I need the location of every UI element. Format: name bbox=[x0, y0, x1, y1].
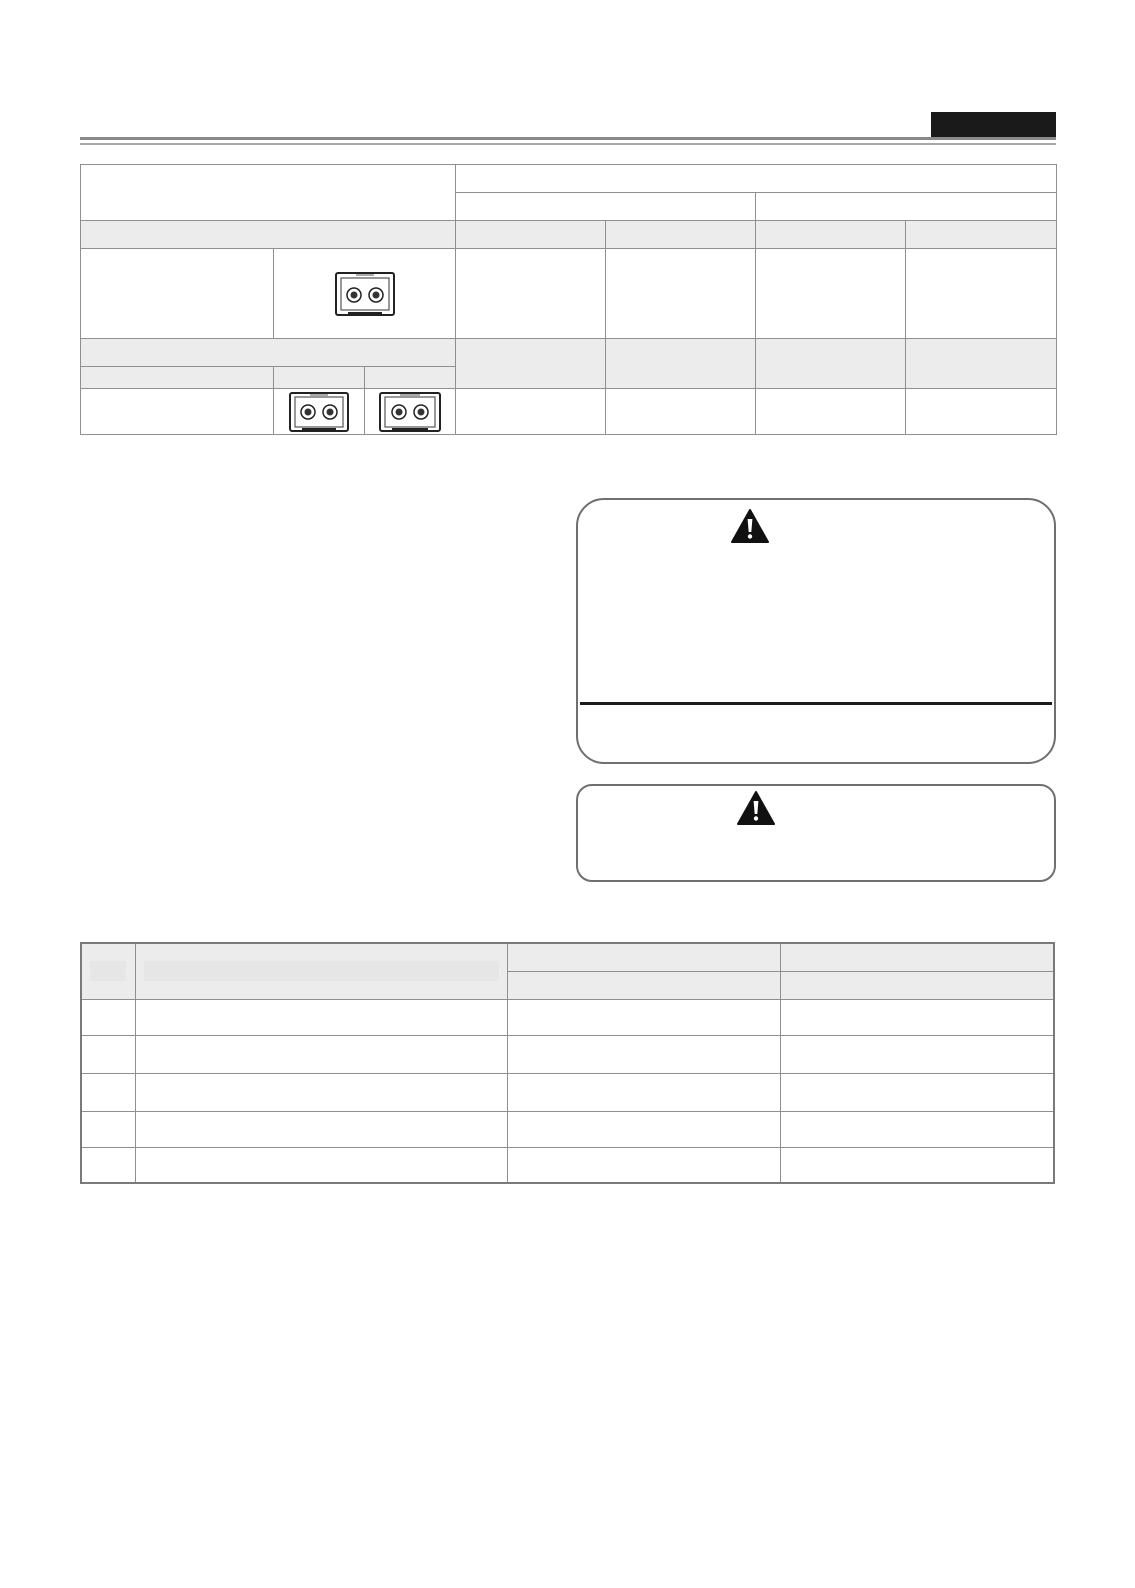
spec-top-left-header bbox=[81, 165, 456, 221]
parts-row-col-b bbox=[780, 1111, 1054, 1147]
parts-row-col-a bbox=[508, 1035, 781, 1073]
parts-row-description bbox=[135, 1073, 508, 1111]
parts-row-no bbox=[81, 1073, 135, 1111]
dual-socket-connector-icon bbox=[288, 391, 350, 433]
caution-box bbox=[576, 784, 1056, 882]
spec-row3-label bbox=[81, 389, 274, 435]
spec-row1-label bbox=[81, 249, 274, 339]
spec-row-label bbox=[81, 221, 456, 249]
dual-socket-connector-icon bbox=[378, 391, 442, 433]
parts-row-no bbox=[81, 1035, 135, 1073]
warning-triangle-icon bbox=[730, 508, 770, 544]
parts-row-description bbox=[135, 999, 508, 1035]
spec-row3-value-1 bbox=[456, 389, 606, 435]
table-row bbox=[81, 1111, 1054, 1147]
parts-row-no bbox=[81, 1147, 135, 1183]
parts-header-description-label bbox=[144, 961, 499, 981]
parts-header-col-b-top bbox=[780, 943, 1054, 971]
spec-row2-sub-col-a bbox=[274, 367, 365, 389]
header-rule bbox=[80, 137, 1056, 140]
spec-row2-value-2 bbox=[606, 339, 756, 389]
table-row bbox=[81, 1073, 1054, 1111]
warning-divider bbox=[580, 702, 1052, 705]
spec-group-header bbox=[456, 165, 1057, 193]
spec-row3-value-4 bbox=[906, 389, 1057, 435]
spec-row2-value-3 bbox=[756, 339, 906, 389]
spec-row2-value-4 bbox=[906, 339, 1057, 389]
warning-triangle-icon bbox=[736, 790, 776, 826]
parts-header-col-a-sub bbox=[508, 971, 781, 999]
parts-row-col-b bbox=[780, 1035, 1054, 1073]
spec-row1-value-1 bbox=[456, 249, 606, 339]
spec-row3-icon-cell-b bbox=[365, 389, 456, 435]
spec-row2-label bbox=[81, 339, 456, 367]
table-row bbox=[81, 1147, 1054, 1183]
parts-row-description bbox=[135, 1147, 508, 1183]
parts-header-col-a-top bbox=[508, 943, 781, 971]
spec-col-header-1 bbox=[456, 221, 606, 249]
parts-row-col-b bbox=[780, 1073, 1054, 1111]
parts-row-col-b bbox=[780, 999, 1054, 1035]
spec-row3-value-3 bbox=[756, 389, 906, 435]
parts-row-no bbox=[81, 999, 135, 1035]
parts-row-col-b bbox=[780, 1147, 1054, 1183]
parts-row-description bbox=[135, 1111, 508, 1147]
parts-header-col-b-sub bbox=[780, 971, 1054, 999]
parts-header-description bbox=[135, 943, 508, 999]
spec-row3-icon-cell-a bbox=[274, 389, 365, 435]
spec-col-header-2 bbox=[606, 221, 756, 249]
spec-row1-value-2 bbox=[606, 249, 756, 339]
table-row bbox=[81, 999, 1054, 1035]
spec-row2-sub-label bbox=[81, 367, 274, 389]
spec-row3-value-2 bbox=[606, 389, 756, 435]
parts-row-col-a bbox=[508, 1111, 781, 1147]
spec-row2-value-1 bbox=[456, 339, 606, 389]
spec-subgroup-header-2 bbox=[756, 193, 1057, 221]
header-rule-secondary bbox=[80, 143, 1056, 145]
section-tab bbox=[931, 112, 1056, 138]
table-row bbox=[81, 1035, 1054, 1073]
parts-header-no-label bbox=[90, 961, 126, 981]
spec-subgroup-header-1 bbox=[456, 193, 756, 221]
spec-col-header-4 bbox=[906, 221, 1057, 249]
parts-row-description bbox=[135, 1035, 508, 1073]
spec-table bbox=[80, 164, 1057, 435]
spec-row1-icon-cell bbox=[274, 249, 456, 339]
parts-row-col-a bbox=[508, 1147, 781, 1183]
spec-row2-sub-col-b bbox=[365, 367, 456, 389]
parts-row-no bbox=[81, 1111, 135, 1147]
parts-table bbox=[80, 942, 1055, 1184]
spec-row1-value-3 bbox=[756, 249, 906, 339]
warning-box bbox=[576, 498, 1056, 764]
spec-col-header-3 bbox=[756, 221, 906, 249]
dual-socket-connector-icon bbox=[334, 271, 396, 317]
parts-row-col-a bbox=[508, 999, 781, 1035]
parts-header-no bbox=[81, 943, 135, 999]
parts-row-col-a bbox=[508, 1073, 781, 1111]
spec-row1-value-4 bbox=[906, 249, 1057, 339]
